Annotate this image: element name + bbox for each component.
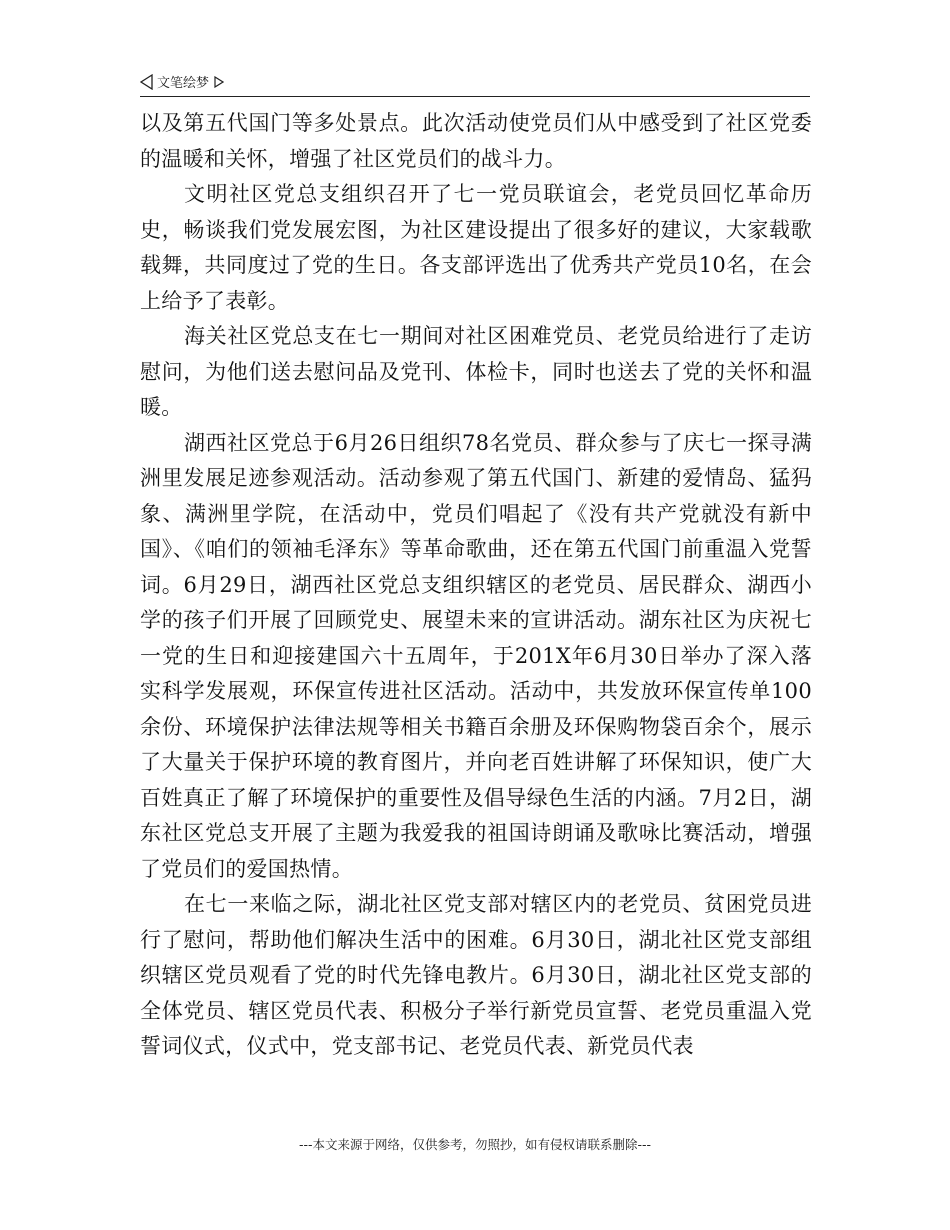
brand-header: [140, 72, 224, 91]
footer-disclaimer: ---本文来源于网络，仅供参考，勿照抄，如有侵权请联系删除---: [298, 1137, 652, 1152]
paragraph: 湖西社区党总于6月26日组织78名党员、群众参与了庆七一探寻满洲里发展足迹参观活动。活动参观了第五代国门、新建的爱情岛、猛犸象、满洲里学院，在活动中，党员们唱起了《没有共产党就没有新中国》、《咱们的领袖毛泽东》等革命歌曲，还在第五代国门前重温入党誓词。6月29日，湖西社区党总支组织辖区的老党员、居民群众、湖西小学的孩子们开展了回顾党史、展望未来的宣讲活动。湖东社区为庆祝七一党的生日和迎接建国六十五周年，于201X年6月30日举办了深入落实科学发展观，环保宣传进社区活动。活动中，共发放环保宣传单100余份、环境保护法律法规等相关书籍百余册及环保购物袋百余个，展示了大量关于保护环境的教育图片，并向老百姓讲解了环保知识，使广大百姓真正了解了环境保护的重要性及倡导绿色生活的内涵。7月2日，湖东社区党总支开展了主题为我爱我的祖国诗朗诵及歌咏比赛活动，增强了党员们的爱国热情。: [140, 430, 812, 881]
page-header: [140, 70, 810, 97]
triangle-left-icon: [140, 74, 153, 90]
brand-name: 文笔绘梦: [157, 76, 210, 91]
paragraph: 以及第五代国门等多处景点。此次活动使党员们从中感受到了社区党委的温暖和关怀，增强了社区党员们的战斗力。: [140, 111, 812, 171]
document-body: [140, 106, 812, 1065]
paragraph: 在七一来临之际，湖北社区党支部对辖区内的老党员、贫困党员进行了慰问，帮助他们解决生活中的困难。6月30日，湖北社区党支部组织辖区党员观看了党的时代先锋电教片。6月30日，湖北社区党支部的全体党员、辖区党员代表、积极分子举行新党员宣誓、老党员重温入党誓词仪式，仪式中，党支部书记、老党员代表、新党员代表: [140, 892, 812, 1058]
paragraph: 海关社区党总支在七一期间对社区困难党员、老党员给进行了走访慰问，为他们送去慰问品及党刊、体检卡，同时也送去了党的关怀和温暖。: [140, 324, 812, 419]
paragraph: 文明社区党总支组织召开了七一党员联谊会，老党员回忆革命历史，畅谈我们党发展宏图，为社区建设提出了很多好的建议，大家载歌载舞，共同度过了党的生日。各支部评选出了优秀共产党员10名，在会上给予了表彰。: [140, 182, 812, 313]
triangle-right-icon: [214, 76, 224, 88]
